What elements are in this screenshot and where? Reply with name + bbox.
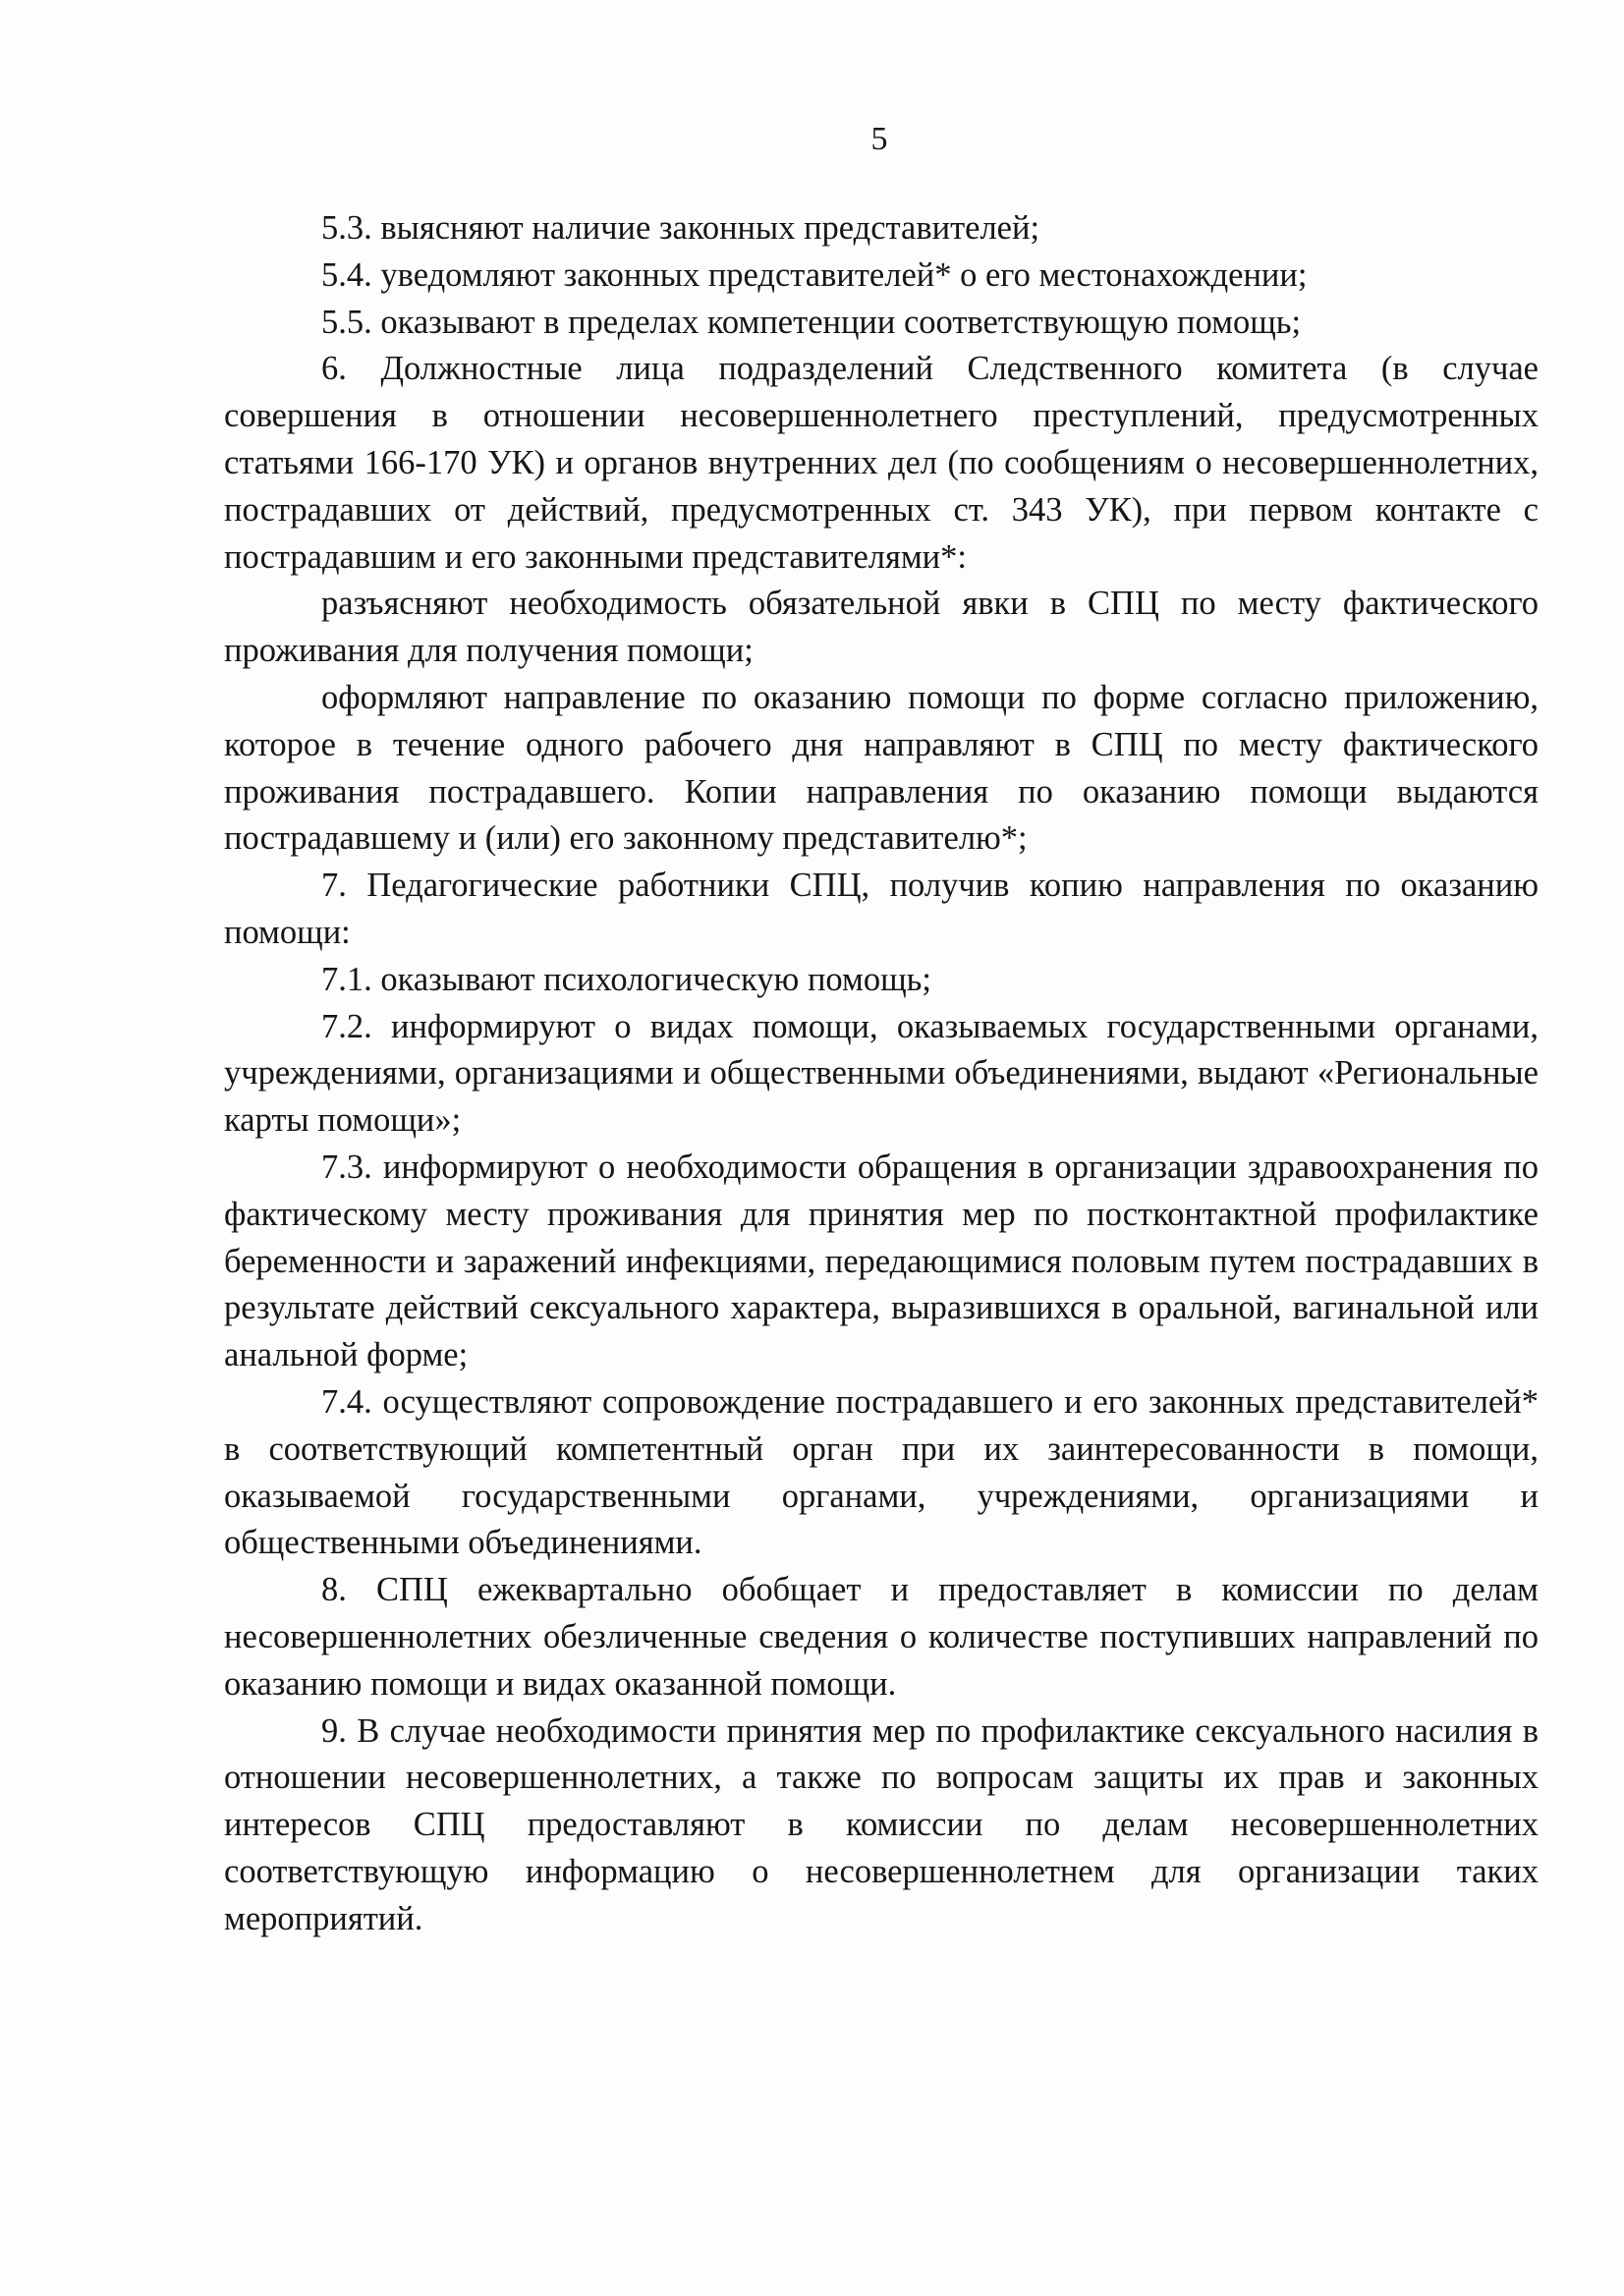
page-number: 5	[870, 121, 888, 157]
item-5-5: 5.5. оказывают в пределах компетенции соответствующую помощь;	[321, 303, 1302, 341]
item-6-referral: оформляют направление по оказанию помощи по форме согласно приложению, которое в течение одного рабочего дня направляют в СПЦ по месту фактического проживания пострадавшего. Копии направления по оказанию помощи выдаются пострадавшему и (или) его законному представителю*;	[224, 678, 1539, 858]
item-8: 8. СПЦ ежеквартально обобщает и предоставляет в комиссии по делам несовершеннолетних обезличенные сведения о количестве поступивших направлений по оказанию помощи и видах оказанной помощи.	[224, 1571, 1539, 1703]
item-9: 9. В случае необходимости принятия мер по профилактике сексуального насилия в отношении несовершеннолетних, а также по вопросам защиты их прав и законных интересов СПЦ предоставляют в комиссии по делам несовершеннолетних соответствующую информацию о несовершеннолетнем для организации таких мероприятий.	[224, 1711, 1539, 1937]
item-7-1: 7.1. оказывают психологическую помощь;	[321, 960, 931, 998]
item-6: 6. Должностные лица подразделений Следственного комитета (в случае совершения в отношении несовершеннолетнего преступлений, предусмотренных статьями 166-170 УК) и органов внутренних дел (по сообщениям о несовершеннолетних, пострадавших от действий, предусмотренных ст. 343 УК), при первом контакте с пострадавшим и его законными представителями*:	[224, 350, 1539, 576]
item-7-4: 7.4. осуществляют сопровождение пострадавшего и его законных представителей* в соответствующий компетентный орган при их заинтересованности в помощи, оказываемой государственными органами, учреждениями, организациями и общественными объединениями.	[224, 1382, 1539, 1562]
item-7: 7. Педагогические работники СПЦ, получив копию направления по оказанию помощи:	[224, 867, 1539, 951]
item-5-4: 5.4. уведомляют законных представителей* о его местонахождении;	[321, 255, 1308, 294]
item-5-3: 5.3. выясняют наличие законных представителей;	[321, 209, 1040, 247]
item-7-3: 7.3. информируют о необходимости обращения в организации здравоохранения по фактическому месту проживания для принятия мер по постконтактной профилактике беременности и заражений инфекциями, передающимися половым путем пострадавших в результате действий сексуального характера, выразившихся в оральной, вагинальной или анальной форме;	[224, 1148, 1539, 1374]
item-6-explain: разъясняют необходимость обязательной явки в СПЦ по месту фактического проживания для получения помощи;	[224, 585, 1539, 670]
document-body	[224, 205, 1539, 1942]
item-7-2: 7.2. информируют о видах помощи, оказываемых государственными органами, учреждениями, организациями и общественными объединениями, выдают «Региональные карты помощи»;	[224, 1007, 1539, 1140]
